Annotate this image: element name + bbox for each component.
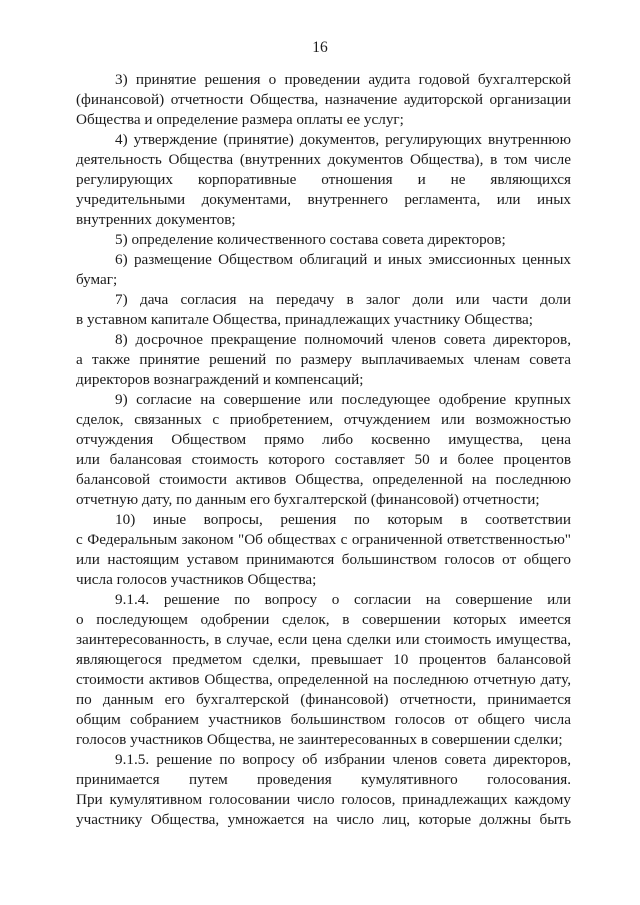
text-line: директоров вознаграждений и компенсаций; xyxy=(76,371,364,388)
paragraph xyxy=(76,510,571,590)
text-line: балансовой стоимости активов Общества, определенной на последнюю xyxy=(76,471,571,488)
text-line: 9.1.4. решение по вопросу о согласии на совершение или xyxy=(115,591,571,608)
paragraph xyxy=(76,290,571,330)
text-line: 10) иные вопросы, решения по которым в соответствии xyxy=(115,511,571,528)
paragraph xyxy=(76,330,571,390)
text-line: отчетную дату, по данным его бухгалтерской (финансовой) отчетности; xyxy=(76,491,540,508)
paragraph xyxy=(76,250,571,290)
text-line: принимается путем проведения кумулятивного голосования. xyxy=(76,771,571,788)
text-line: в уставном капитале Общества, принадлежащих участнику Общества; xyxy=(76,311,534,328)
text-line: Общества и определение размера оплаты ее услуг; xyxy=(76,111,404,128)
text-line: учредительными документами, внутреннего регламента, или иных xyxy=(76,191,571,208)
text-line: с Федеральным законом "Об обществах с ограниченной ответственностью" xyxy=(76,531,571,548)
text-line: являющегося предметом сделки, превышает 10 процентов балансовой xyxy=(76,651,571,668)
text-line: отчуждения Обществом прямо либо косвенно имущества, цена xyxy=(76,431,571,448)
text-line: регулирующих корпоративные отношения и не являющихся xyxy=(76,171,571,188)
text-line: 7) дача согласия на передачу в залог доли или части доли xyxy=(115,291,571,308)
text-line: внутренних документов; xyxy=(76,211,236,228)
paragraph xyxy=(76,390,571,510)
text-line: или настоящим уставом принимаются большинством голосов от общего xyxy=(76,551,571,568)
text-line: по данным его бухгалтерской (финансовой) отчетности, принимается xyxy=(76,691,571,708)
text-line: сделок, связанных с приобретением, отчуждением или возможностью xyxy=(76,411,571,428)
text-line: а также принятие решений по размеру выплачиваемых членам совета xyxy=(76,351,571,368)
text-line: голосов участников Общества, не заинтересованных в совершении сделки; xyxy=(76,731,563,748)
document-body xyxy=(76,70,571,830)
text-line: участнику Общества, умножается на число лиц, которые должны быть xyxy=(76,811,571,828)
paragraph xyxy=(76,130,571,230)
text-line: 5) определение количественного состава совета директоров; xyxy=(115,231,506,248)
text-line: деятельность Общества (внутренних документов Общества), в том числе xyxy=(76,151,571,168)
text-line: 9) согласие на совершение или последующее одобрение крупных xyxy=(115,391,571,408)
text-line: числа голосов участников Общества; xyxy=(76,571,317,588)
text-line: заинтересованность, в случае, если цена сделки или стоимость имущества, xyxy=(76,631,571,648)
text-line: или балансовая стоимость которого составляет 50 и более процентов xyxy=(76,451,571,468)
text-line: (финансовой) отчетности Общества, назначение аудиторской организации xyxy=(76,91,571,108)
text-line: бумаг; xyxy=(76,271,118,288)
text-line: стоимости активов Общества, определенной на последнюю отчетную дату, xyxy=(76,671,571,688)
paragraph xyxy=(76,750,571,830)
text-line: 9.1.5. решение по вопросу об избрании членов совета директоров, xyxy=(115,751,571,768)
text-line: При кумулятивном голосовании число голосов, принадлежащих каждому xyxy=(76,791,571,808)
text-line: 3) принятие решения о проведении аудита годовой бухгалтерской xyxy=(115,71,571,88)
text-line: 4) утверждение (принятие) документов, регулирующих внутреннюю xyxy=(115,131,571,148)
paragraph xyxy=(76,70,571,130)
text-line: о последующем одобрении сделок, в совершении которых имеется xyxy=(76,611,571,628)
text-line: 8) досрочное прекращение полномочий членов совета директоров, xyxy=(115,331,571,348)
text-line: общим собранием участников большинством голосов от общего числа xyxy=(76,711,571,728)
paragraph xyxy=(76,230,571,250)
page-number: 16 xyxy=(312,39,328,56)
paragraph xyxy=(76,590,571,750)
text-line: 6) размещение Обществом облигаций и иных эмиссионных ценных xyxy=(115,251,571,268)
